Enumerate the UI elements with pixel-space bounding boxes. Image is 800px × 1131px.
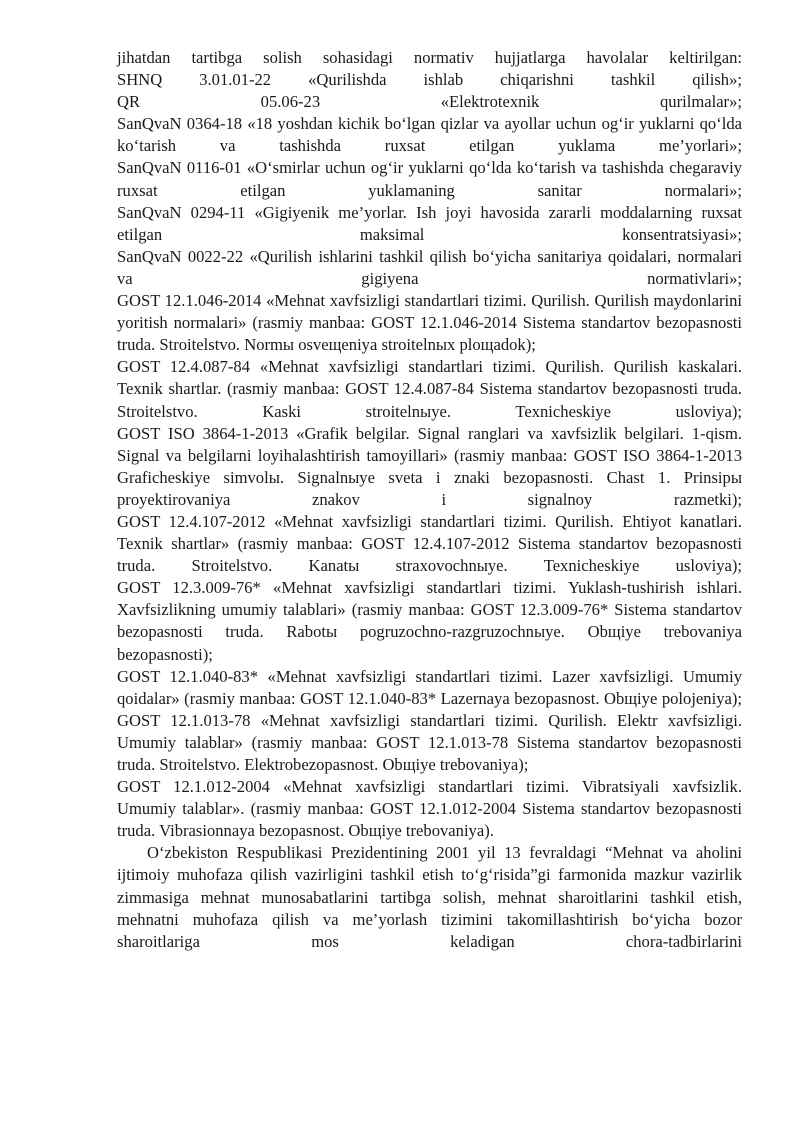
paragraph-sanqvan-0294: SanQvaN 0294-11 «Gigiyenik me’yorlar. Ish joyi havosida zararli moddalarning ruxsat etilgan maksimal konsentratsiyasi»; — [117, 202, 742, 244]
paragraph-gost-12-3-009: GOST 12.3.009-76* «Mehnat xavfsizligi standartlari tizimi. Yuklash-tushirish ishlari. Xavfsizlikning umumiy talablari» (rasmiy manbaa: GOST 12.3.009-76* Sistema standartov bezopasnosti truda. Rabotы pogruzochno-razgruzochnыye. Obщiye trebovaniya bezopasnosti); — [117, 578, 742, 664]
paragraph-intro: jihatdan tartibga solish sohasidagi normativ hujjatlarga havolalar keltirilgan: — [117, 48, 742, 67]
paragraph-sanqvan-0364: SanQvaN 0364-18 «18 yoshdan kichik bo‘lgan qizlar va ayollar uchun og‘ir yuklarni qo‘lda ko‘tarish va tashishda ruxsat etilgan yuklama me’yorlari»; — [117, 114, 742, 156]
paragraph-shnq: SHNQ 3.01.01-22 «Qurilishda ishlab chiqarishni tashkil qilish»; — [117, 70, 742, 90]
paragraph-gost-12-1-013: GOST 12.1.013-78 «Mehnat xavfsizligi standartlari tizimi. Qurilish. Elektr xavfsizligi. Umumiy talablar» (rasmiy manbaa: GOST 12.1.013-78 Sistema standartov bezopasnosti truda. Stroitelstvo. Elektrobezopasnost. Obщiye trebovaniya); — [117, 710, 742, 774]
paragraph-gost-12-1-046: GOST 12.1.046-2014 «Mehnat xavfsizligi standartlari tizimi. Qurilish. Qurilish maydonlarini yoritish normalari» (rasmiy manbaa: GOST 12.1.046-2014 Sistema standartov bezopasnosti truda. Stroitelstvo. Normы osveщeniya stroitelnых ploщadok); — [117, 291, 742, 355]
paragraph-presidential-decree: O‘zbekiston Respublikasi Prezidentining 2001 yil 13 fevraldagi “Mehnat va aholini ijtimoiy muhofaza qilish vazirligini tashkil etish to‘g‘risida”gi farmonida mazkur vazirlik zimmasiga mehnat munosabatlarini tartibga solish, mehnat sharoitlarini tashkil etish, mehnatni muhofaza qilish va me’yorlash tizimini takomillashtirish bo‘yicha bozor sharoitlariga mos keladigan chora-tadbirlarini — [117, 843, 742, 951]
paragraph-gost-12-1-012: GOST 12.1.012-2004 «Mehnat xavfsizligi standartlari tizimi. Vibratsiyali xavfsizlik. Umumiy talablar». (rasmiy manbaa: GOST 12.1.012-2004 Sistema standartov bezopasnosti truda. Vibrasionnaya bezopasnost. Obщiye trebovaniya). — [117, 777, 742, 841]
paragraph-sanqvan-0022: SanQvaN 0022-22 «Qurilish ishlarini tashkil qilish bo‘yicha sanitariya qoidalari, normalari va gigiyena normativlari»; — [117, 246, 742, 288]
paragraph-sanqvan-0116: SanQvaN 0116-01 «O‘smirlar uchun og‘ir yuklarni qo‘lda ko‘tarish va tashishda chegaraviy ruxsat etilgan yuklamaning sanitar normalari»; — [117, 158, 742, 200]
paragraph-qr: QR 05.06-23 «Elektrotexnik qurilmalar»; — [117, 92, 742, 112]
paragraph-gost-12-4-107: GOST 12.4.107-2012 «Mehnat xavfsizligi standartlari tizimi. Qurilish. Ehtiyot kanatlari. Texnik shartlar» (rasmiy manbaa: GOST 12.4.107-2012 Sistema standartov bezopasnosti truda. Stroitelstvo. Kanatы straxovochnыye. Texnicheskiye usloviya); — [117, 511, 742, 576]
paragraph-gost-12-1-040: GOST 12.1.040-83* «Mehnat xavfsizligi standartlari tizimi. Lazer xavfsizligi. Umumiy qoidalar» (rasmiy manbaa: GOST 12.1.040-83* Lazernaya bezopasnost. Obщiye polojeniya); — [117, 666, 742, 708]
paragraph-gost-iso-3864: GOST ISO 3864-1-2013 «Grafik belgilar. Signal ranglari va xavfsizlik belgilari. 1-qism. Signal va belgilarni loyihalashtirish tamoyillari» (rasmiy manbaa: GOST ISO 3864-1-2013 Graficheskiye simvolы. Signalnыye sveta i znaki bezopasnosti. Chast 1. Prinsipы proyektirovaniya znakov i signalnoy razmetki); — [117, 423, 742, 509]
paragraph-gost-12-4-087: GOST 12.4.087-84 «Mehnat xavfsizligi standartlari tizimi. Qurilish. Qurilish kaskalari. Texnik shartlar. (rasmiy manbaa: GOST 12.4.087-84 Sistema standartov bezopasnosti truda. Stroitelstvo. Kaski stroitelnыye. Texnicheskiye usloviya); — [117, 357, 742, 421]
document-page — [117, 47, 742, 953]
